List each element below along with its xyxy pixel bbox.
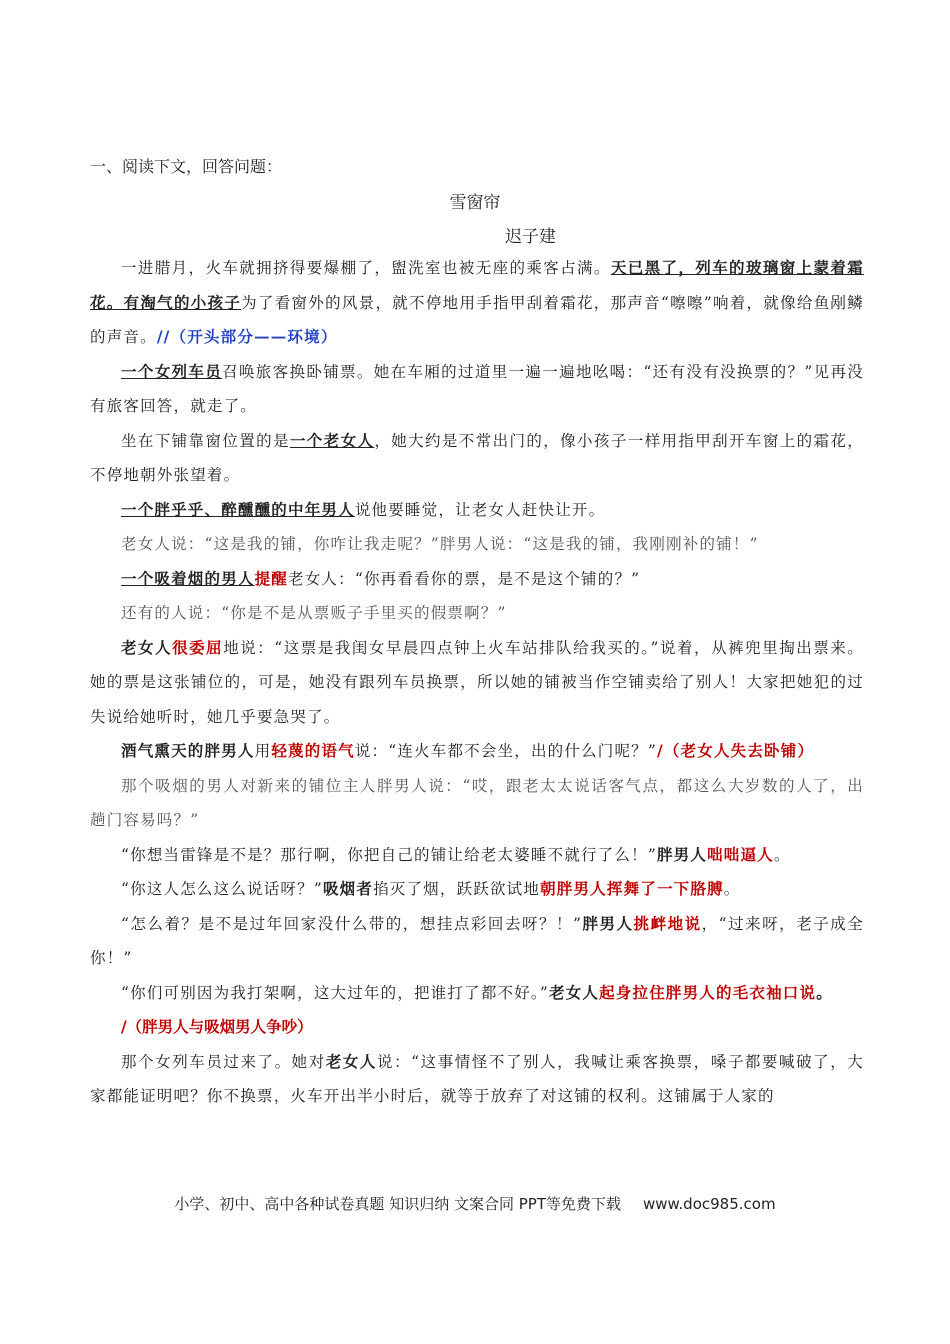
highlight-emotion: 很委屈 [172, 637, 224, 657]
paragraph-2 [90, 355, 864, 424]
article-body [90, 251, 864, 1114]
text-span: 坐在下铺靠窗位置的是 [121, 431, 290, 450]
text-span: 说他要睡觉，让老女人赶快让开。 [354, 500, 606, 519]
text-span: 说：“连火车都不会坐，出的什么门呢？” [354, 742, 657, 760]
text-span: ，“过来呀，老子成全你！” [90, 914, 864, 967]
text-span: 说：“这事情怪不了别人，我喊让乘客换票，嗓子都要喊破了，大家都能证明吧？你不换票，火车开出半小时后，就等于放弃了对这铺的权利。这铺属于人家的 [90, 1052, 864, 1105]
character-name: 老女人 [121, 637, 173, 657]
paragraph-15 [90, 1045, 864, 1114]
text-span: 召唤旅客换卧铺票。她在车厢的过道里一遍一遍地吆喝：“还有没有没换票的？”见再没有旅客回答，就走了。 [90, 362, 864, 415]
paragraph-10: 那个吸烟的男人对新来的铺位主人胖男人说：“哎，跟老太太说话客气点，都这么大岁数的人了，出趟门容易吗？” [90, 776, 864, 829]
annotation-note: /（老女人失去卧铺） [656, 741, 815, 760]
footer-url-link[interactable]: www.doc985.com [642, 1195, 776, 1213]
text-span: 地说：“这票是我闺女早晨四点钟上火车站排队给我买的。”说着，从裤兜里掏出票来。她的票是这张铺位的，可是，她没有跟列车员换票，所以她的铺被当作空铺卖给了别人！大家把她犯的过失说给她听时，她几乎要急哭了。 [90, 638, 865, 726]
text-span: 。 [816, 982, 833, 1002]
text-span: 。 [773, 845, 791, 864]
paragraph-5: 老女人说：“这是我的铺，你咋让我走呢？”胖男人说：“这是我的铺，我刚刚补的铺！” [121, 535, 759, 553]
character-smoker: 一个吸着烟的男人 [121, 568, 255, 588]
text-span: “你这人怎么这么说话呀？” [121, 880, 323, 898]
paragraph-7: 还有的人说：“你是不是从票贩子手里买的假票啊？” [121, 604, 507, 622]
text-span: “怎么着？是不是过年回家没什么带的，想挂点彩回去呀？！” [121, 914, 583, 933]
paragraph-9 [90, 734, 864, 769]
paragraph-8 [90, 631, 864, 735]
paragraph-1 [90, 251, 864, 355]
annotation-note-conflict: /（胖男人与吸烟男人争吵） [121, 1017, 313, 1036]
paragraph-13 [90, 907, 864, 976]
annotation-note: //（开头部分——环境） [156, 327, 338, 346]
paragraph-3 [90, 424, 864, 493]
highlight-tone: 轻蔑的语气 [271, 741, 355, 760]
section-heading: 一、阅读下文，回答问题： [90, 157, 283, 176]
character-conductor: 一个女列车员 [121, 361, 223, 381]
highlight-action: 起身拉住胖男人的毛衣袖口说 [599, 982, 817, 1002]
text-span: “你们可别因为我打架啊，这大过年的，把谁打了都不好。” [121, 983, 549, 1002]
article-title: 雪窗帘 [449, 193, 501, 213]
character-name: 老女人 [325, 1051, 377, 1071]
highlight-action: 朝胖男人挥舞了一下胳膊 [540, 879, 724, 898]
character-old-woman: 一个老女人 [289, 430, 375, 450]
text-span: ，她大约是不常出门的，像小孩子一样用指甲刮开车窗上的霜花，不停地朝外张望着。 [90, 431, 864, 484]
paragraph-14 [90, 976, 864, 1011]
text-span: 一进腊月，火车就拥挤得要爆棚了，盥洗室也被无座的乘客占满。 [121, 259, 611, 277]
text-span: 那个女列车员过来了。她对 [121, 1052, 326, 1071]
paragraph-12 [90, 872, 864, 907]
highlight-attitude: 挑衅地说 [633, 913, 702, 933]
text-span: “你想当雷锋是不是？那行啊，你把自己的铺让给老太婆睡不就行了么！” [121, 845, 657, 864]
article-author: 迟子建 [505, 227, 556, 247]
text-span: 用 [254, 742, 272, 760]
text-span: 。 [723, 880, 741, 898]
text-span: 为了看窗外的风景，就不停地用手指甲刮着霜花，那声音“嚓嚓”响着，就像给鱼剐鳞的声音。 [90, 293, 864, 346]
paragraph-11 [90, 838, 864, 873]
highlight-environment: 天已黑了，列车的玻璃窗上蒙着霜花。有淘气的小孩子 [90, 258, 864, 312]
highlight-action: 提醒 [254, 568, 289, 588]
page-footer [0, 1193, 950, 1214]
paragraph-6 [90, 562, 864, 597]
character-name: 老女人 [549, 982, 600, 1002]
footer-text: 小学、初中、高中各种试卷真题 知识归纳 文案合同 PPT等免费下载 [174, 1195, 621, 1213]
text-span: 老女人：“你再看看你的票，是不是这个铺的？” [288, 569, 641, 588]
paragraph-4 [90, 493, 864, 528]
character-name: 胖男人 [582, 913, 634, 933]
character-name: 吸烟者 [322, 879, 374, 898]
highlight-attitude: 咄咄逼人 [707, 844, 774, 864]
character-name: 胖男人 [656, 844, 708, 864]
text-span: 掐灭了烟，跃跃欲试地 [373, 880, 541, 898]
character-name: 酒气熏天的胖男人 [121, 741, 255, 760]
character-fat-man: 一个胖乎乎、醉醺醺的中年男人 [121, 499, 355, 519]
